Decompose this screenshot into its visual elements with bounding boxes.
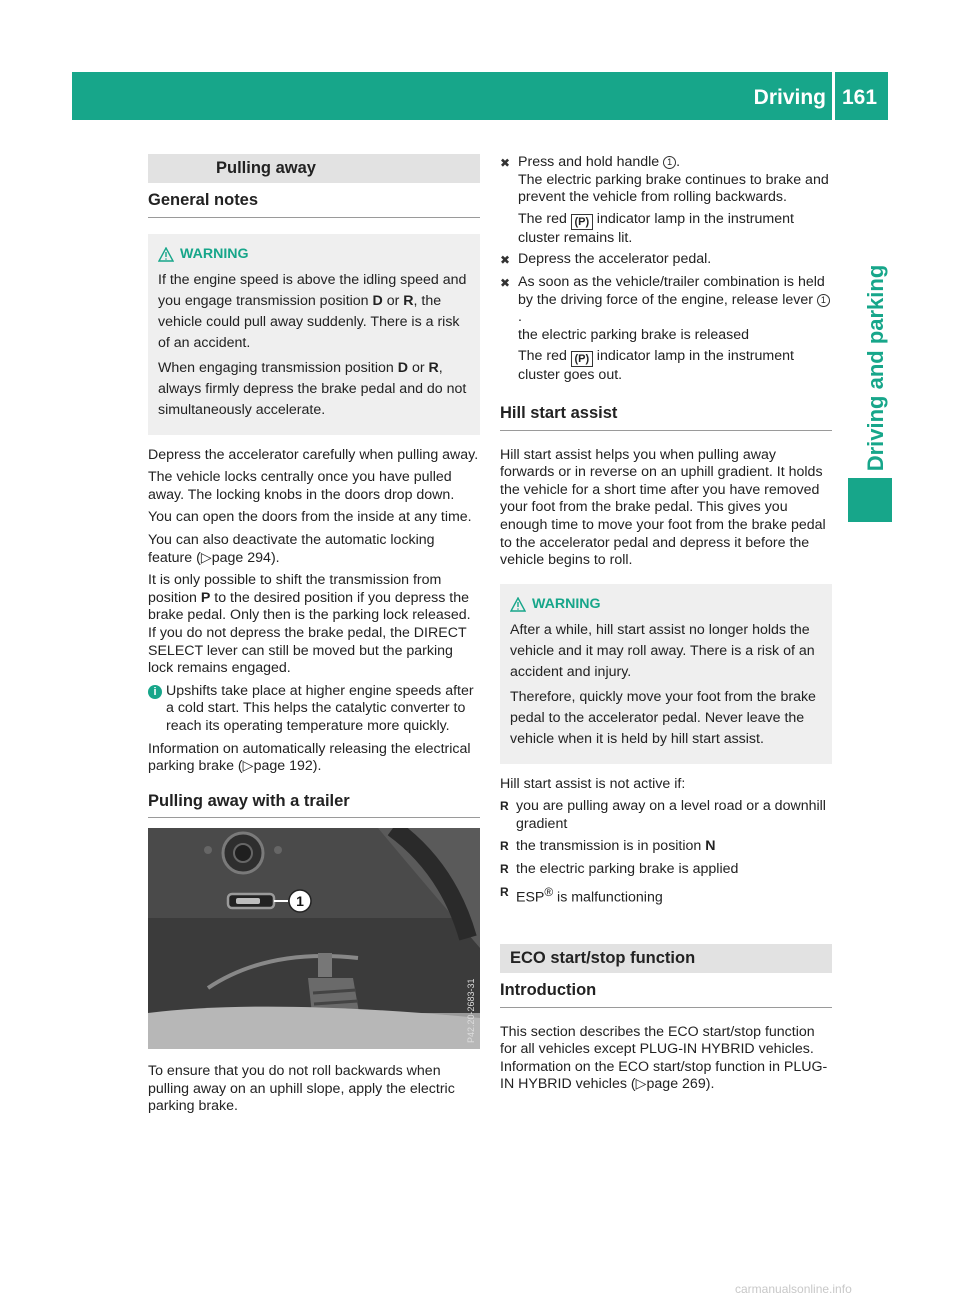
page-link-269[interactable]: page 269 bbox=[646, 1076, 706, 1093]
warning-text-2: Therefore, quickly move your foot from the brake pedal to the accelerator pedal. Never leave the vehicle when it is held by hill start assist. bbox=[510, 688, 816, 747]
side-tab-label: Driving and parking bbox=[863, 264, 888, 472]
warning-box-hill-start bbox=[500, 584, 832, 764]
bullet-icon: R bbox=[500, 884, 509, 899]
step-release-lever: ✖ As soon as the vehicle/trailer combination is held by the driving force of the engine, release lever 1. the electric parking brake is released The red (P) indicator lamp in the instrument cluster goes out. bbox=[500, 274, 832, 385]
page-ref-arrow-icon: ▷ bbox=[242, 758, 254, 775]
left-column bbox=[148, 154, 480, 1121]
list-item: R ESP® is malfunctioning bbox=[500, 884, 663, 906]
footer-watermark: carmanualsonline.info bbox=[735, 1282, 852, 1296]
warning-text-1: If the engine speed is above the idling speed and you engage transmission position D or R, the vehicle could pull away suddenly. There is a risk of an accident. bbox=[158, 271, 467, 351]
warning-triangle-icon bbox=[510, 597, 526, 612]
dashboard-photo bbox=[148, 828, 480, 1049]
step-arrow-icon: ✖ bbox=[500, 253, 511, 268]
paragraph-central-locking: The vehicle locks centrally once you have pulled away. The locking knobs in the doors drop down. bbox=[148, 469, 455, 503]
image-code-label: P42.20-2683-31 bbox=[466, 978, 476, 1044]
list-item: R you are pulling away on a level road or a downhill gradient bbox=[500, 798, 826, 832]
page-link-192[interactable]: page 192 bbox=[253, 758, 313, 775]
header-section-title: Driving bbox=[753, 86, 826, 109]
list-item: R the transmission is in position N bbox=[500, 838, 716, 855]
page-link-294[interactable]: page 294 bbox=[211, 549, 271, 566]
side-tab-marker bbox=[848, 478, 892, 522]
heading-general-notes: General notes bbox=[148, 192, 480, 218]
parking-brake-lamp-icon: (P) bbox=[571, 351, 593, 367]
paragraph-not-active: Hill start assist is not active if: bbox=[500, 775, 686, 792]
page-number: 161 bbox=[842, 86, 878, 109]
list-item: R the electric parking brake is applied bbox=[500, 861, 739, 878]
info-note-upshifts: i Upshifts take place at higher engine speeds after a cold start. This helps the catalytic converter to reach its operating temperature more quickly. bbox=[148, 683, 480, 736]
paragraph-deactivate-locking: You can also deactivate the automatic locking feature (▷page 294). bbox=[148, 531, 435, 566]
callout-1-icon: 1 bbox=[663, 156, 676, 169]
warning-triangle-icon bbox=[158, 247, 174, 262]
step-arrow-icon: ✖ bbox=[500, 275, 511, 290]
paragraph-parking-brake-info: Information on automatically releasing the electrical parking brake (▷page 192). bbox=[148, 740, 471, 775]
right-column bbox=[500, 154, 832, 1099]
bullet-icon: R bbox=[500, 862, 509, 877]
paragraph-open-doors: You can open the doors from the inside at any time. bbox=[148, 509, 472, 526]
paragraph-eco-introduction: This section describes the ECO start/stop function for all vehicles except PLUG-IN HYBRID vehicles. Information on the ECO start/stop function in PLUG-IN HYBRID vehicles (▷page 269). bbox=[500, 1023, 828, 1093]
page-ref-arrow-icon: ▷ bbox=[635, 1076, 647, 1093]
step-depress-accelerator: ✖ Depress the accelerator pedal. bbox=[500, 251, 832, 270]
heading-pulling-away-trailer: Pulling away with a trailer bbox=[148, 793, 480, 819]
paragraph-trailer-parking-brake: To ensure that you do not roll backwards when pulling away on an uphill slope, apply the electric parking brake. bbox=[148, 1063, 455, 1115]
step-arrow-icon: ✖ bbox=[500, 156, 511, 170]
warning-box-engine-speed bbox=[148, 234, 480, 435]
parking-brake-lamp-icon: (P) bbox=[571, 214, 593, 230]
section-bar-pulling-away: Pulling away bbox=[148, 154, 480, 183]
paragraph-shift-transmission: It is only possible to shift the transmission from position P to the desired position if you depress the brake pedal. Only then is the parking lock released. If you do not depress the brake pedal, the DIRECT SELECT lever can still be moved but the parking lock remains engaged. bbox=[148, 572, 471, 677]
info-icon: i bbox=[148, 685, 162, 699]
heading-hill-start-assist: Hill start assist bbox=[500, 405, 832, 431]
header-separator bbox=[832, 72, 835, 120]
warning-text-1: After a while, hill start assist no longer holds the vehicle and it may roll away. There is a risk of an accident and injury. bbox=[510, 621, 815, 680]
image-callout-1: 1 bbox=[296, 893, 304, 910]
heading-introduction: Introduction bbox=[500, 982, 832, 1008]
page-ref-arrow-icon: ▷ bbox=[200, 549, 212, 566]
section-bar-eco-start-stop: ECO start/stop function bbox=[500, 944, 832, 973]
bullet-icon: R bbox=[500, 839, 509, 854]
bullet-icon: R bbox=[500, 799, 509, 814]
step-press-handle: ✖ Press and hold handle 1 . The electric parking brake continues to brake and prevent the vehicle from rolling backwards. The red (P) indicator lamp in the instrument cluster remains lit. bbox=[500, 154, 829, 246]
warning-text-2: When engaging transmission position D or R, always firmly depress the brake pedal and do not simultaneously accelerate. bbox=[158, 359, 467, 418]
paragraph-depress-accelerator: Depress the accelerator carefully when pulling away. bbox=[148, 446, 479, 463]
callout-1-icon: 1 bbox=[817, 294, 830, 307]
warning-heading: WARNING bbox=[158, 244, 470, 265]
warning-heading: WARNING bbox=[510, 594, 822, 615]
paragraph-hill-start-assist: Hill start assist helps you when pulling away forwards or in reverse on an uphill gradient. It holds the vehicle for a short time after you have removed your foot from the brake pedal. This gives you enough time to move your foot from the brake pedal to the accelerator pedal and depress it before the vehicle begins to roll. bbox=[500, 446, 826, 569]
